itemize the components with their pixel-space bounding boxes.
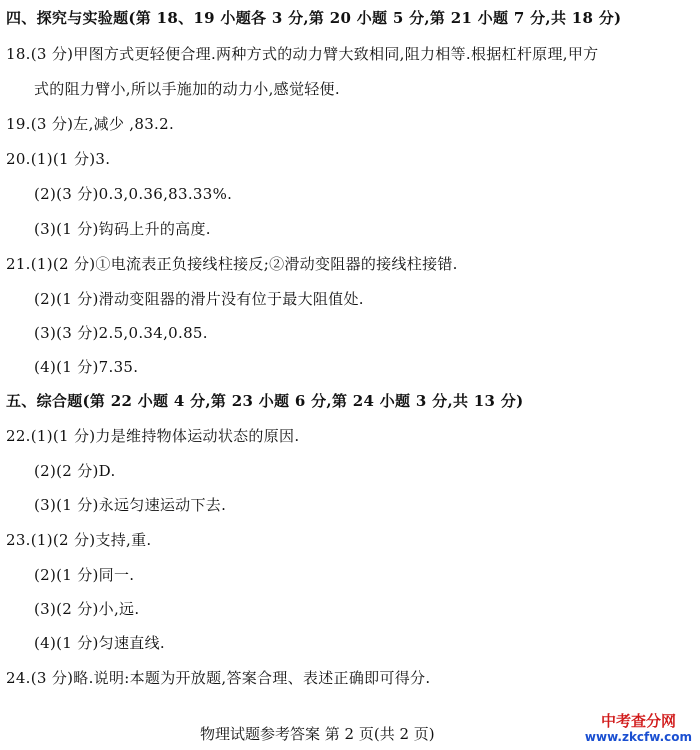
page-footer: 物理试题参考答案 第 2 页(共 2 页) (200, 725, 435, 743)
watermark-url: www.zkcfw.com (584, 730, 692, 744)
answer-22-part-2: (2)(2 分)D. (34, 462, 116, 480)
answer-23-part-3: (3)(2 分)小,远. (34, 600, 140, 618)
answer-22-part-1: 22.(1)(1 分)力是维持物体运动状态的原因. (6, 427, 300, 445)
answer-21-part-1: 21.(1)(2 分)①电流表正负接线柱接反;②滑动变阻器的接线柱接错. (6, 255, 458, 273)
answer-21-part-2: (2)(1 分)滑动变阻器的滑片没有位于最大阻值处. (34, 290, 364, 308)
section-heading-comprehensive: 五、综合题(第 22 小题 4 分,第 23 小题 6 分,第 24 小题 3 分,共 13 分) (6, 392, 524, 410)
answer-21-part-4: (4)(1 分)7.35. (34, 358, 139, 376)
answer-20-part-2: (2)(3 分)0.3,0.36,83.33%. (34, 185, 233, 203)
answer-20-part-3: (3)(1 分)钩码上升的高度. (34, 220, 211, 238)
answer-23-part-2: (2)(1 分)同一. (34, 566, 135, 584)
answer-19: 19.(3 分)左,减少 ,83.2. (6, 115, 175, 133)
answer-22-part-3: (3)(1 分)永远匀速运动下去. (34, 496, 227, 514)
answer-20-part-1: 20.(1)(1 分)3. (6, 150, 111, 168)
answer-18-line-2: 式的阻力臂小,所以手施加的动力小,感觉轻便. (34, 80, 340, 98)
answer-21-part-3: (3)(3 分)2.5,0.34,0.85. (34, 324, 208, 342)
answer-23-part-4: (4)(1 分)匀速直线. (34, 634, 165, 652)
section-heading-experiments: 四、探究与实验题(第 18、19 小题各 3 分,第 20 小题 5 分,第 21 小题 7 分,共 18 分) (6, 9, 622, 27)
answer-24: 24.(3 分)略.说明:本题为开放题,答案合理、表述正确即可得分. (6, 669, 431, 687)
site-watermark (585, 712, 692, 744)
answer-23-part-1: 23.(1)(2 分)支持,重. (6, 531, 152, 549)
watermark-title: 中考查分网 (600, 712, 676, 730)
answer-18-line-1: 18.(3 分)甲图方式更轻便合理.两种方式的动力臂大致相同,阻力相等.根据杠杆原理,甲方 (6, 45, 599, 63)
